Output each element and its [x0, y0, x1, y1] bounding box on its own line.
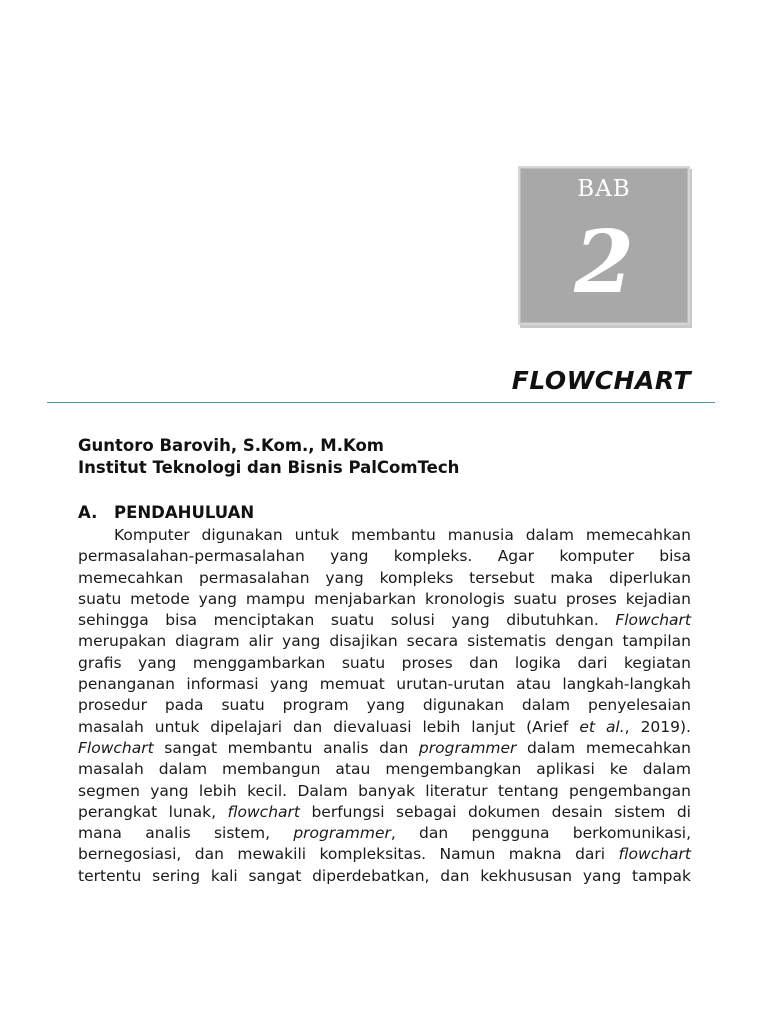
paragraph-line	[78, 589, 691, 610]
text-run: permasalahan-permasalahan yang kompleks. Agar komputer bisa	[78, 547, 691, 566]
chapter-title: FLOWCHART	[511, 366, 691, 395]
author-block	[78, 435, 459, 479]
italic-term: et al.	[579, 717, 625, 736]
title-divider	[47, 402, 715, 403]
text-run: prosedur pada suatu program yang digunakan dalam penyelesaian	[78, 696, 691, 715]
italic-term: programmer	[418, 738, 517, 757]
chapter-number: 2	[574, 212, 634, 313]
paragraph-line	[78, 568, 691, 589]
text-run: suatu metode yang mampu menjabarkan kronologis suatu proses kejadian	[78, 589, 691, 608]
paragraph-line	[78, 759, 691, 780]
paragraph-line	[78, 802, 691, 823]
text-run: berfungsi sebagai dokumen desain sistem di	[299, 802, 691, 821]
paragraph-line	[78, 866, 691, 887]
text-run: bernegosiasi, dan mewakili kompleksitas. Namun makna dari	[78, 845, 619, 864]
italic-term: flowchart	[227, 802, 300, 821]
author-name: Guntoro Barovih, S.Kom., M.Kom	[78, 436, 384, 455]
text-run: , 2019).	[624, 717, 691, 736]
paragraph-line	[78, 674, 691, 695]
text-run: perangkat lunak,	[78, 802, 228, 821]
text-run: , dan pengguna berkomunikasi,	[390, 824, 691, 843]
text-run: dalam memecahkan	[516, 738, 691, 757]
paragraph-line	[78, 738, 691, 759]
italic-term: Flowchart	[78, 738, 154, 757]
text-run: masalah untuk dipelajari dan dievaluasi lebih lanjut (Arief	[78, 717, 580, 736]
text-run: sehingga bisa menciptakan suatu solusi yang dibutuhkan.	[78, 611, 616, 630]
paragraph-line	[78, 631, 691, 652]
paragraph-line	[78, 823, 691, 844]
text-run: sangat membantu analis dan	[153, 738, 419, 757]
text-run: memecahkan permasalahan yang kompleks tersebut maka diperlukan	[78, 568, 691, 587]
paragraph-line	[78, 525, 691, 546]
section-title: PENDAHULUAN	[114, 503, 255, 522]
section-heading	[78, 503, 254, 522]
text-run: penanganan informasi yang memuat urutan-urutan atau langkah-langkah	[78, 675, 691, 694]
paragraph-line	[78, 717, 691, 738]
paragraph-line	[78, 844, 691, 865]
text-run: grafis yang menggambarkan suatu proses dan logika dari kegiatan	[78, 653, 691, 672]
author-institution: Institut Teknologi dan Bisnis PalComTech	[78, 458, 460, 477]
chapter-label: BAB	[577, 176, 631, 202]
paragraph-line	[78, 546, 691, 567]
italic-term: flowchart	[618, 845, 691, 864]
chapter-badge	[518, 166, 690, 325]
paragraph-line	[78, 610, 691, 631]
paragraph-line	[78, 695, 691, 716]
text-run: segmen yang lebih kecil. Dalam banyak literatur tentang pengembangan	[78, 781, 691, 800]
italic-term: Flowchart	[615, 611, 691, 630]
text-run: merupakan diagram alir yang disajikan secara sistematis dengan tampilan	[78, 632, 691, 651]
body-paragraph	[78, 525, 691, 887]
italic-term: programmer	[293, 824, 391, 843]
section-letter: A.	[78, 503, 98, 522]
paragraph-line	[78, 781, 691, 802]
text-run: mana analis sistem,	[78, 824, 294, 843]
text-run: Komputer digunakan untuk membantu manusia dalam memecahkan	[114, 526, 691, 544]
paragraph-line	[78, 653, 691, 674]
text-run: masalah dalam membangun atau mengembangkan aplikasi ke dalam	[78, 760, 691, 779]
text-run: tertentu sering kali sangat diperdebatkan, dan kekhususan yang tampak	[78, 866, 691, 885]
